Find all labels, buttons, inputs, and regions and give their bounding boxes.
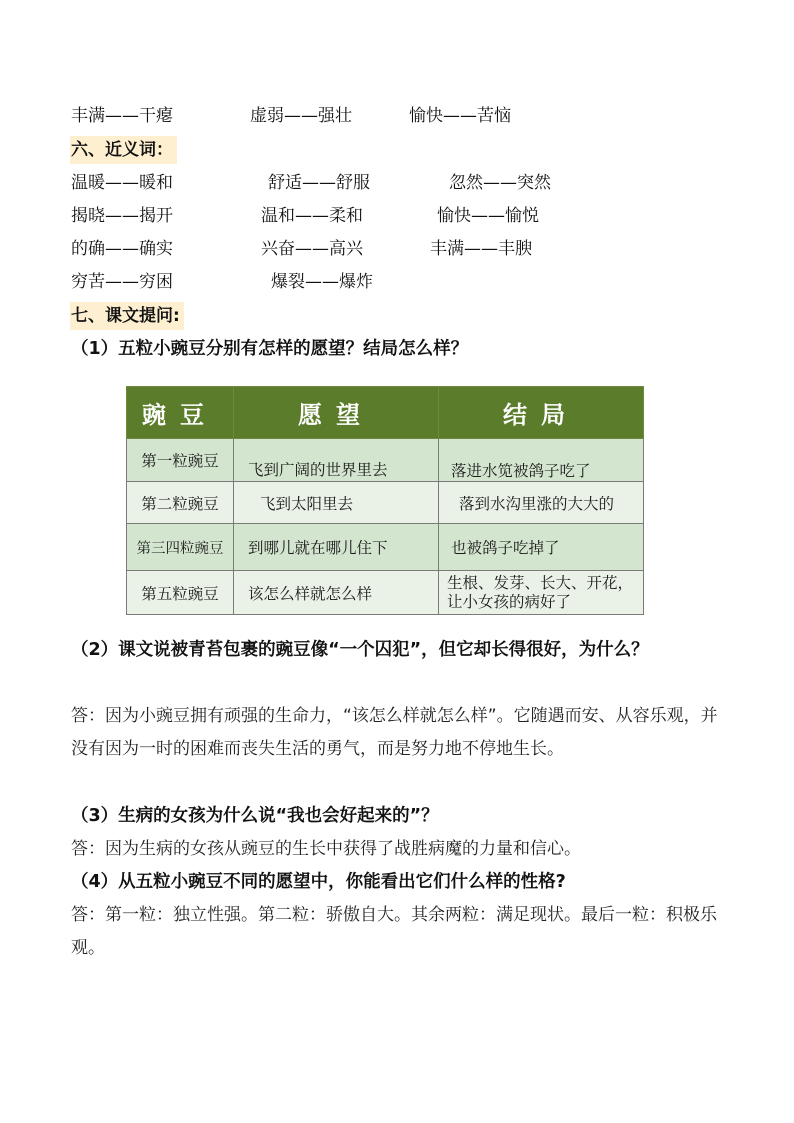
answer-3: 答：因为生病的女孩从豌豆的生长中获得了战胜病魔的力量和信心。 <box>71 839 581 859</box>
pea-name-cell: 第三四粒豌豆 <box>127 524 234 571</box>
result-cell: 生根、发芽、长大、开花，让小女孩的病好了 <box>439 571 644 615</box>
section-heading-questions: 七、课文提问: <box>70 302 184 330</box>
wish-cell: 到哪儿就在哪儿住下 <box>234 524 439 571</box>
column-header-wish: 愿望 <box>234 387 439 439</box>
table-row <box>127 482 644 524</box>
word-pair: 的确——确实 <box>71 239 173 259</box>
wish-cell: 飞到太阳里去 <box>234 482 439 524</box>
result-cell: 也被鸽子吃掉了 <box>439 524 644 571</box>
word-pair: 舒适——舒服 <box>268 173 370 193</box>
word-pair: 温和——柔和 <box>261 206 363 226</box>
table-row <box>127 439 644 482</box>
word-pair: 愉快——苦恼 <box>409 106 511 126</box>
pea-name-cell: 第二粒豌豆 <box>127 482 234 524</box>
word-pair: 兴奋——高兴 <box>261 239 363 259</box>
result-cell: 落到水沟里涨的大大的 <box>439 482 644 524</box>
word-pair: 丰满——丰腴 <box>430 239 532 259</box>
section-heading-synonyms: 六、近义词： <box>70 136 177 164</box>
pea-name-cell: 第一粒豌豆 <box>127 439 234 482</box>
pea-name-cell: 第五粒豌豆 <box>127 571 234 615</box>
word-pair: 揭晓——揭开 <box>71 206 173 226</box>
answer-4: 答：第一粒：独立性强。第二粒：骄傲自大。其余两粒：满足现状。最后一粒：积极乐观。 <box>71 905 717 958</box>
table-row <box>127 524 644 571</box>
word-pair: 穷苦——穷困 <box>71 272 173 292</box>
table-header-row <box>127 387 644 439</box>
result-cell: 落进水笕被鸽子吃了 <box>439 439 644 482</box>
answer-2: 答：因为小豌豆拥有顽强的生命力，“该怎么样就怎么样”。它随遇而安、从容乐观，并没有因为一时的困难而丧失生活的勇气，而是努力地不停地生长。 <box>71 706 718 759</box>
column-header-result: 结局 <box>439 387 644 439</box>
peas-table <box>126 386 644 615</box>
word-pair: 忽然——突然 <box>449 173 551 193</box>
wish-cell: 飞到广阔的世界里去 <box>234 439 439 482</box>
word-pair: 爆裂——爆炸 <box>271 272 373 292</box>
word-pair: 虚弱——强壮 <box>250 106 352 126</box>
word-pair: 丰满——干瘪 <box>71 106 173 126</box>
table-row <box>127 571 644 615</box>
question-4: （4）从五粒小豌豆不同的愿望中，你能看出它们什么样的性格? <box>71 872 566 892</box>
word-pair: 愉快——愉悦 <box>437 206 539 226</box>
question-2: （2）课文说被青苔包裹的豌豆像“一个囚犯”，但它却长得很好，为什么？ <box>71 640 649 660</box>
column-header-pea: 豌豆 <box>127 387 234 439</box>
question-3: （3）生病的女孩为什么说“我也会好起来的”？ <box>71 806 439 826</box>
word-pair: 温暖——暖和 <box>71 173 173 193</box>
wish-cell: 该怎么样就怎么样 <box>234 571 439 615</box>
question-1: （1）五粒小豌豆分别有怎样的愿望？结局怎么样？ <box>71 339 469 359</box>
